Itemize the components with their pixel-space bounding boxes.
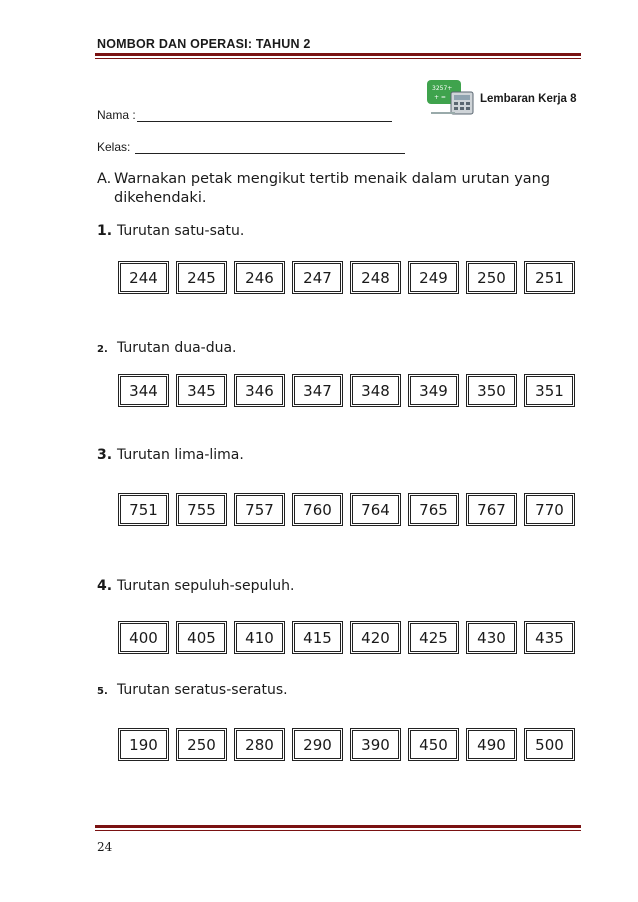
question-5 [97, 682, 288, 698]
question-4 [97, 578, 294, 594]
number-box[interactable]: 765 [408, 493, 459, 526]
header-title: NOMBOR DAN OPERASI: TAHUN 2 [97, 37, 311, 51]
instruction-letter: A. [97, 171, 112, 187]
class-line [135, 153, 405, 154]
number-box[interactable]: 290 [292, 728, 343, 761]
svg-text:+ =: + = [434, 94, 446, 101]
number-box[interactable]: 244 [118, 261, 169, 294]
question-label: Turutan seratus-seratus. [117, 682, 288, 698]
number-box[interactable]: 347 [292, 374, 343, 407]
number-box[interactable]: 764 [350, 493, 401, 526]
number-box[interactable]: 247 [292, 261, 343, 294]
number-box[interactable]: 755 [176, 493, 227, 526]
number-box[interactable]: 246 [234, 261, 285, 294]
number-box[interactable]: 410 [234, 621, 285, 654]
question-label: Turutan sepuluh-sepuluh. [117, 578, 295, 594]
number-box[interactable]: 500 [524, 728, 575, 761]
number-box[interactable]: 405 [176, 621, 227, 654]
number-box[interactable]: 420 [350, 621, 401, 654]
number-box[interactable]: 345 [176, 374, 227, 407]
name-field[interactable] [97, 108, 136, 122]
number-box[interactable]: 767 [466, 493, 517, 526]
question-number: 3. [97, 447, 113, 463]
number-box[interactable]: 349 [408, 374, 459, 407]
number-box[interactable]: 190 [118, 728, 169, 761]
number-box[interactable]: 251 [524, 261, 575, 294]
number-box[interactable]: 250 [466, 261, 517, 294]
number-box[interactable]: 490 [466, 728, 517, 761]
number-box[interactable]: 760 [292, 493, 343, 526]
number-box[interactable]: 248 [350, 261, 401, 294]
question-label: Turutan dua-dua. [117, 340, 237, 356]
number-box[interactable]: 348 [350, 374, 401, 407]
number-box[interactable]: 435 [524, 621, 575, 654]
number-box[interactable]: 344 [118, 374, 169, 407]
number-box[interactable]: 425 [408, 621, 459, 654]
number-box[interactable]: 250 [176, 728, 227, 761]
calculator-icon [425, 78, 477, 118]
number-box[interactable]: 280 [234, 728, 285, 761]
question-2 [97, 340, 237, 356]
number-box[interactable]: 346 [234, 374, 285, 407]
question-label: Turutan lima-lima. [117, 447, 244, 463]
class-label: Kelas: [97, 140, 131, 154]
number-box[interactable]: 350 [466, 374, 517, 407]
header-rule [95, 53, 581, 59]
number-box[interactable]: 757 [234, 493, 285, 526]
number-box[interactable]: 415 [292, 621, 343, 654]
number-box[interactable]: 770 [524, 493, 575, 526]
name-line [137, 121, 392, 122]
number-box[interactable]: 249 [408, 261, 459, 294]
question-1 [97, 223, 244, 239]
question-3 [97, 447, 244, 463]
number-box[interactable]: 400 [118, 621, 169, 654]
number-box[interactable]: 390 [350, 728, 401, 761]
svg-text:3257+: 3257+ [432, 85, 453, 92]
class-field[interactable] [97, 140, 130, 154]
number-box[interactable]: 751 [118, 493, 169, 526]
name-label: Nama : [97, 108, 136, 122]
number-box[interactable]: 450 [408, 728, 459, 761]
question-number: 5. [97, 686, 108, 697]
question-number: 4. [97, 578, 113, 594]
question-number: 2. [97, 344, 108, 355]
page-number: 24 [97, 840, 113, 854]
number-box[interactable]: 351 [524, 374, 575, 407]
question-label: Turutan satu-satu. [117, 223, 245, 239]
instruction-text: Warnakan petak mengikut tertib menaik dalam urutan yang dikehendaki. [114, 171, 551, 206]
question-number: 1. [97, 223, 113, 239]
footer-rule [95, 825, 581, 831]
worksheet-label: Lembaran Kerja 8 [480, 93, 577, 105]
number-box[interactable]: 430 [466, 621, 517, 654]
number-box[interactable]: 245 [176, 261, 227, 294]
